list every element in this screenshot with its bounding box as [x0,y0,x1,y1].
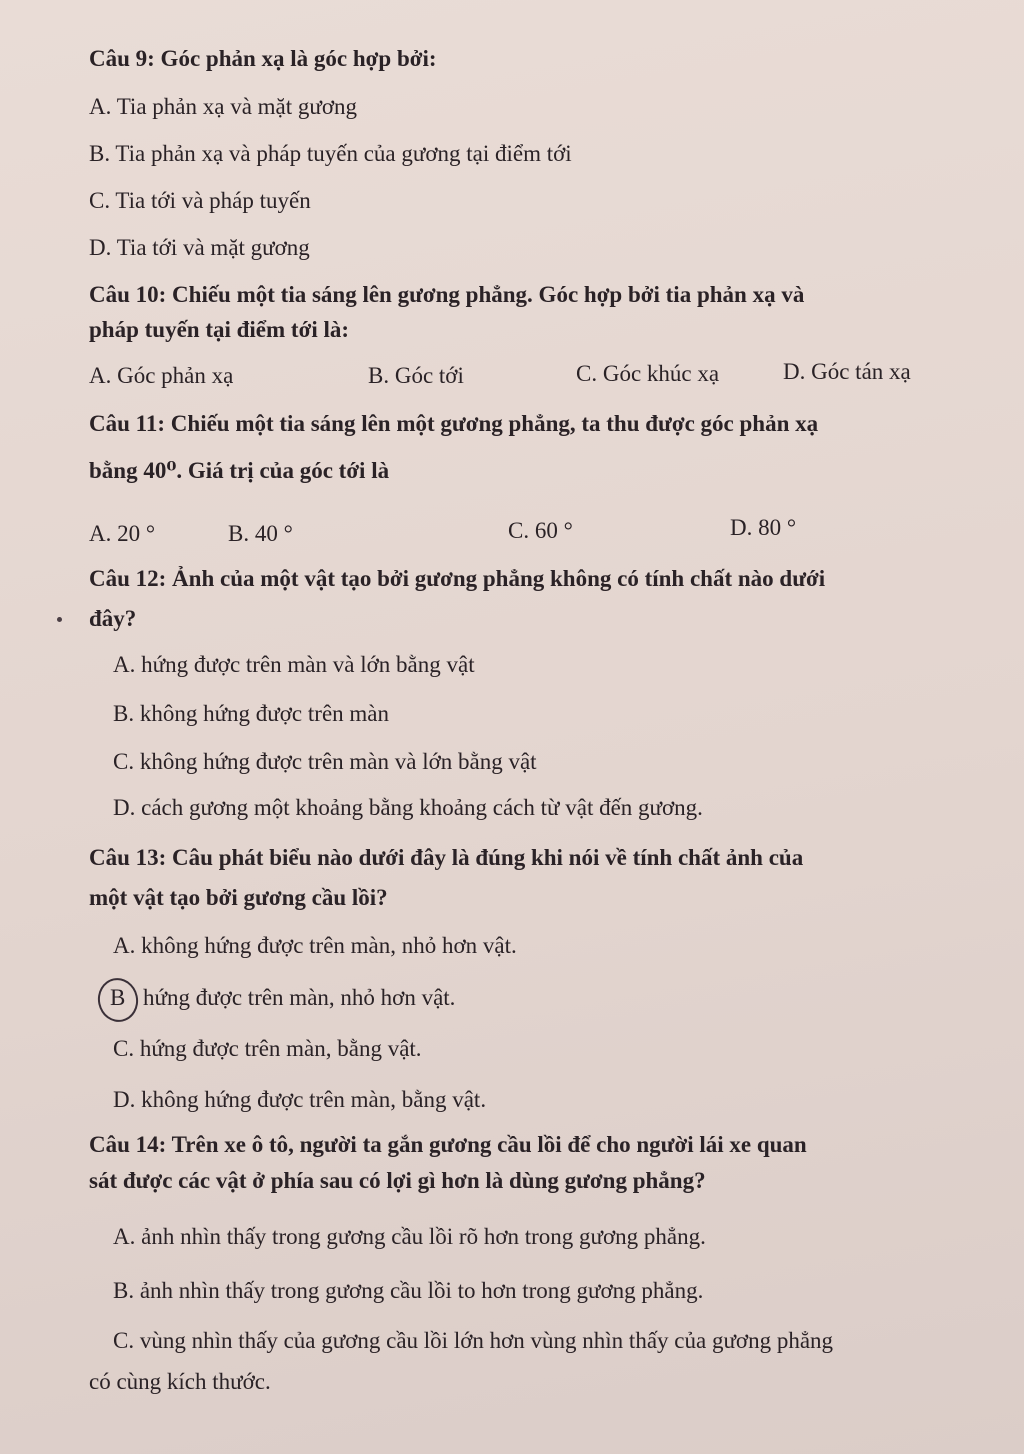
q13-option-b-text: hứng được trên màn, nhỏ hơn vật. [143,985,456,1010]
question-11-line-2: bằng 40⁰. Giá trị của góc tới là [89,458,390,483]
question-11-line-1: Câu 11: Chiếu một tia sáng lên một gương phẳng, ta thu được góc phản xạ [89,411,819,436]
question-10-line-1: Câu 10: Chiếu một tia sáng lên gương phẳng. Góc hợp bởi tia phản xạ và [89,282,805,307]
q12-option-d: D. cách gương một khoảng bằng khoảng cách từ vật đến gương. [113,795,703,820]
q9-option-b: B. Tia phản xạ và pháp tuyến của gương tại điểm tới [89,141,572,166]
q13-option-c: C. hứng được trên màn, bằng vật. [113,1036,422,1061]
ink-dot [57,617,62,622]
q10-option-d: D. Góc tán xạ [783,359,911,384]
question-14-line-1: Câu 14: Trên xe ô tô, người ta gắn gương cầu lồi để cho người lái xe quan [89,1132,807,1157]
q12-option-a: A. hứng được trên màn và lớn bằng vật [113,652,475,677]
q10-option-c: C. Góc khúc xạ [576,361,720,386]
question-12-line-2: đây? [89,606,137,631]
q11-option-b: B. 40 ° [228,521,293,546]
q10-option-b: B. Góc tới [368,363,464,388]
q9-option-c: C. Tia tới và pháp tuyến [89,188,311,213]
question-13-line-1: Câu 13: Câu phát biểu nào dưới đây là đúng khi nói về tính chất ảnh của [89,845,804,870]
q13-option-a: A. không hứng được trên màn, nhỏ hơn vật. [113,933,517,958]
q12-option-c: C. không hứng được trên màn và lớn bằng vật [113,749,537,774]
q11-option-c: C. 60 ° [508,518,573,543]
q10-option-a: A. Góc phản xạ [89,363,234,388]
q13-option-d: D. không hứng được trên màn, bằng vật. [113,1087,487,1112]
q14-option-c-line-2: có cùng kích thước. [89,1369,271,1394]
q9-option-d: D. Tia tới và mặt gương [89,235,310,260]
q11-option-a: A. 20 ° [89,521,156,546]
q14-option-a: A. ảnh nhìn thấy trong gương cầu lồi rõ hơn trong gương phẳng. [113,1224,706,1249]
q12-option-b: B. không hứng được trên màn [113,701,389,726]
question-13-line-2: một vật tạo bởi gương cầu lồi? [89,885,388,910]
question-14-line-2: sát được các vật ở phía sau có lợi gì hơn là dùng gương phẳng? [89,1168,706,1193]
q11-option-d: D. 80 ° [730,515,797,540]
question-9: Câu 9: Góc phản xạ là góc hợp bởi: [89,46,437,71]
q9-option-a: A. Tia phản xạ và mặt gương [89,94,358,119]
question-10-line-2: pháp tuyến tại điểm tới là: [89,317,350,342]
q13-option-b-letter: B [110,985,126,1010]
q14-option-c-line-1: C. vùng nhìn thấy của gương cầu lồi lớn hơn vùng nhìn thấy của gương phẳng [113,1328,834,1353]
question-12-line-1: Câu 12: Ảnh của một vật tạo bởi gương phẳng không có tính chất nào dưới [89,566,826,591]
q14-option-b: B. ảnh nhìn thấy trong gương cầu lồi to hơn trong gương phẳng. [113,1278,704,1303]
